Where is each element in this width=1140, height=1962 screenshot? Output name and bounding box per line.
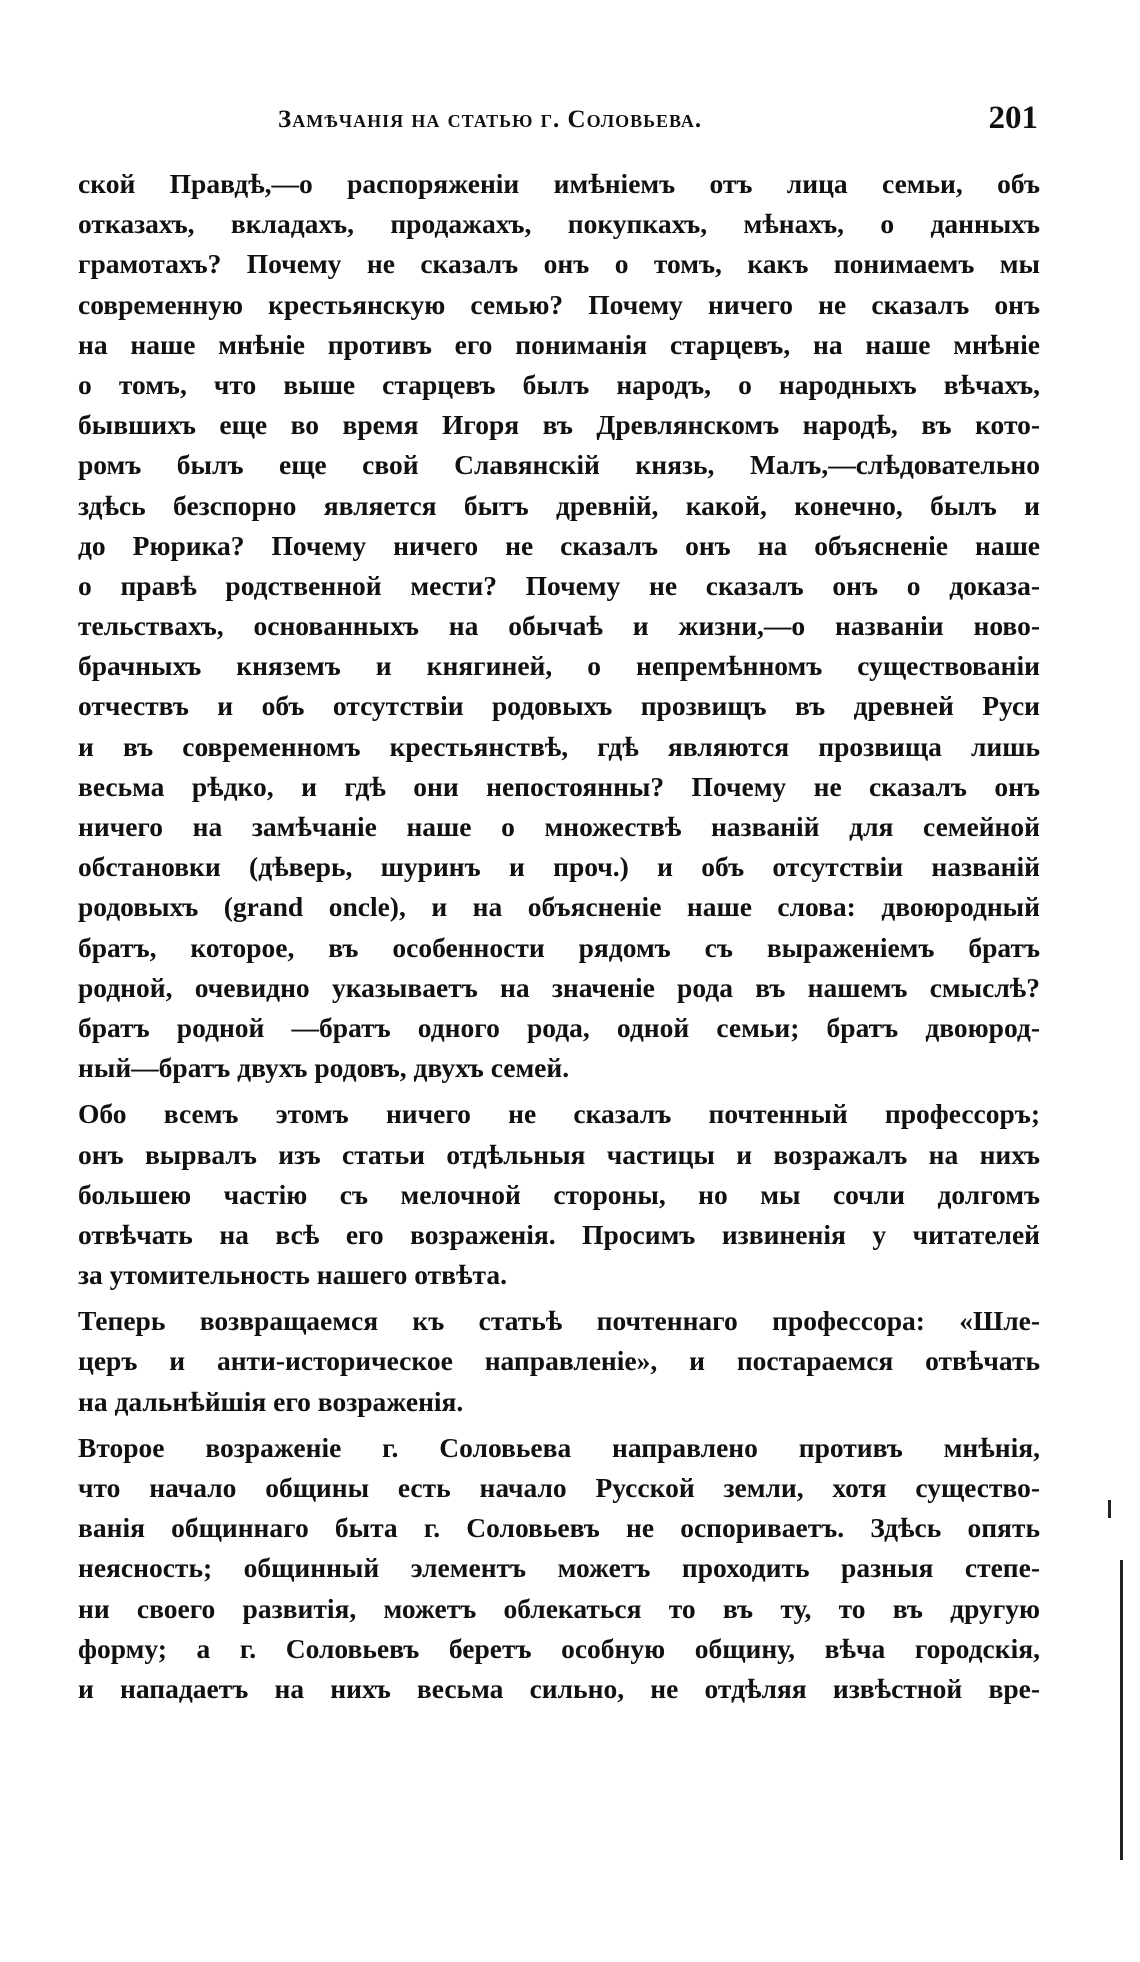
text-line: форму; а г. Соловьевъ беретъ особную общину, вѣча городскія, [78,1632,1040,1664]
paragraph-3 [78,1301,1040,1422]
text-line: отвѣчать на всѣ его возраженія. Просимъ извиненія у читателей [78,1218,1040,1250]
body-text [78,164,1040,1709]
running-title: Замѣчанія на статью г. Соловьева. [278,106,703,133]
text-line: большею частію съ мелочной стороны, но мы сочли долгомъ [78,1178,1040,1210]
paragraph-1 [78,164,1040,1088]
text-line: ской Правдѣ,—о распоряженіи имѣніемъ отъ лица семьи, объ [78,168,1040,199]
text-line: онъ вырвалъ изъ статьи отдѣльныя частицы и возражалъ на нихъ [78,1138,1040,1170]
text-line: современную крестьянскую семью? Почему ничего не сказалъ онъ [78,288,1040,320]
text-line: братъ, которое, въ особенности рядомъ съ выраженіемъ братъ [78,931,1040,963]
text-line: бывшихъ еще во время Игоря въ Древлянскомъ народѣ, въ кото- [78,409,1040,441]
text-line: ромъ былъ еще свой Славянскій князь, Малъ,—слѣдовательно [78,449,1040,481]
text-line: ничего на замѣчаніе наше о множествѣ названій для семейной [78,811,1040,842]
text-line: Второе возраженіе г. Соловьева направлено противъ мнѣнія, [78,1431,1040,1463]
page-number: 201 [988,100,1038,136]
text-line: на дальнѣйшія его возраженія. [78,1385,464,1417]
scan-margin-marks [1100,0,1140,1962]
text-line: ный—братъ двухъ родовъ, двухъ семей. [78,1052,570,1084]
text-line: церъ и анти-историческое направленіе», и постараемся отвѣчать [78,1345,1040,1377]
text-line: обстановки (дѣверь, шуринъ и проч.) и объ отсутствіи названій [78,851,1040,883]
text-line: родовыхъ (grand oncle), и на объясненіе наше слова: двоюродный [78,891,1040,923]
text-line: отчествъ и объ отсутствіи родовыхъ прозвищъ въ древней Руси [78,690,1040,722]
paragraph-4 [78,1428,1040,1709]
text-line: ванія общиннаго быта г. Соловьевъ не оспориваетъ. Здѣсь опять [78,1512,1040,1544]
text-line: до Рюрика? Почему ничего не сказалъ онъ на объясненіе наше [78,529,1040,561]
text-line: отказахъ, вкладахъ, продажахъ, покупкахъ, мѣнахъ, о данныхъ [78,208,1040,240]
text-line: и нападаетъ на нихъ весьма сильно, не отдѣляя извѣстной вре- [78,1672,1040,1704]
text-line: на наше мнѣніе противъ его пониманія старцевъ, на наше мнѣніе [78,328,1040,360]
text-line: родной, очевидно указываетъ на значеніе рода въ нашемъ смыслѣ? [78,971,1040,1003]
scan-artifact [1120,1560,1123,1860]
text-line: здѣсь безспорно является бытъ древній, какой, конечно, былъ и [78,489,1040,521]
text-line: о томъ, что выше старцевъ былъ народъ, о народныхъ вѣчахъ, [78,368,1040,400]
text-line: весьма рѣдко, и гдѣ они непостоянны? Почему не сказалъ онъ [78,770,1040,802]
paragraph-2 [78,1094,1040,1295]
scan-artifact [1108,1500,1111,1518]
text-line: брачныхъ княземъ и княгиней, о непремѣнномъ существованіи [78,650,1040,682]
text-line: ни своего развитія, можетъ облекаться то въ ту, то въ другую [78,1592,1040,1624]
text-line: что начало общины есть начало Русской земли, хотя существо- [78,1472,1040,1503]
text-line: тельствахъ, основанныхъ на обычаѣ и жизни,—о названіи ново- [78,610,1040,642]
text-line: о правѣ родственной мести? Почему не сказалъ онъ о доказа- [78,569,1040,601]
text-line: неясность; общинный элементъ можетъ проходить разныя степе- [78,1552,1040,1584]
text-line: братъ родной —братъ одного рода, одной семьи; братъ двоюрод- [78,1011,1040,1043]
text-line: за утомительность нашего отвѣта. [78,1259,507,1291]
text-line: и въ современномъ крестьянствѣ, гдѣ являются прозвища лишь [78,730,1040,762]
text-line: Теперь возвращаемся къ статьѣ почтеннаго профессора: «Шле- [78,1305,1040,1337]
text-line: Обо всемъ этомъ ничего не сказалъ почтенный профессоръ; [78,1098,1040,1130]
text-line: грамотахъ? Почему не сказалъ онъ о томъ, какъ понимаемъ мы [78,248,1040,280]
page-header [78,100,1038,140]
